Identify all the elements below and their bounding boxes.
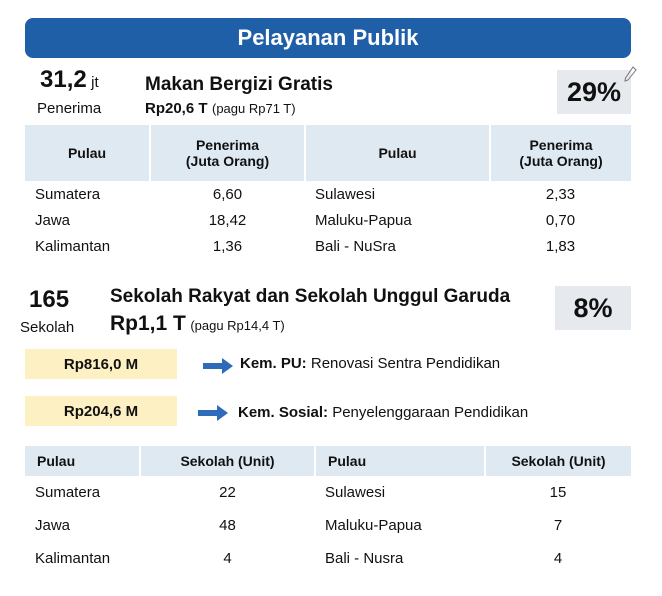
table-row [25, 181, 631, 207]
mbg-amount: Rp20,6 T [145, 100, 208, 117]
mbg-percent: 29% [566, 76, 622, 107]
column-header: Penerima (Juta Orang) [490, 125, 631, 181]
school-count-value: 165 [29, 286, 70, 313]
column-header: Sekolah (Unit) [485, 446, 631, 476]
allocation-amount-box [25, 349, 177, 379]
table-row [25, 476, 631, 509]
sekolah-percent-badge [555, 286, 631, 330]
mbg-percent-badge [557, 70, 631, 114]
value-cell: 15 [549, 484, 567, 501]
value-cell: 0,70 [545, 211, 576, 229]
table-row [25, 233, 631, 259]
arrow-right-icon [203, 358, 233, 374]
sekolah-title: Sekolah Rakyat dan Sekolah Unggul Garuda [110, 286, 511, 307]
value-cell: 6,60 [212, 185, 243, 203]
sekolah-percent: 8% [573, 292, 613, 323]
island-cell: Bali - Nusra [325, 550, 404, 567]
value-cell: 7 [553, 517, 563, 534]
island-cell: Sumatera [35, 185, 101, 203]
column-header: Pulau [315, 446, 485, 476]
allocation-description [238, 404, 528, 421]
value-cell: 4 [223, 550, 232, 567]
allocation-amount: Rp816,0 M [63, 355, 139, 373]
value-cell: 1,83 [545, 237, 576, 255]
island-cell: Sulawesi [325, 484, 386, 501]
island-cell: Bali - NuSra [315, 237, 396, 255]
island-cell: Sulawesi [315, 185, 376, 203]
column-header: Penerima (Juta Orang) [150, 125, 305, 181]
section-title: Pelayanan Publik [237, 25, 419, 50]
island-cell: Kalimantan [35, 237, 111, 255]
table-row [25, 509, 631, 542]
column-header: Pulau [25, 446, 140, 476]
island-cell: Sumatera [35, 484, 101, 501]
island-cell: Maluku-Papua [325, 517, 422, 534]
pencil-icon [623, 66, 637, 84]
value-cell: 48 [219, 517, 236, 534]
island-cell: Maluku-Papua [315, 211, 412, 229]
section-title-bar [25, 18, 631, 58]
sekolah-budget [110, 312, 285, 336]
allocation-purpose: Penyelenggaraan Pendidikan [328, 404, 529, 421]
value-cell: 18,42 [208, 211, 247, 229]
mbg-budget [145, 100, 296, 118]
allocation-purpose: Renovasi Sentra Pendidikan [306, 355, 501, 372]
table-header-row [25, 125, 631, 181]
island-cell: Jawa [35, 517, 71, 534]
allocation-amount: Rp204,6 M [63, 402, 139, 420]
recipients-value: 31,2 [40, 66, 87, 93]
value-cell: 4 [553, 550, 563, 567]
value-cell: 2,33 [545, 185, 576, 203]
sekolah-amount: Rp1,1 T [110, 312, 186, 335]
school-count-label: Sekolah [20, 319, 75, 336]
table-header-row [25, 446, 631, 476]
column-header: Sekolah (Unit) [140, 446, 315, 476]
mbg-recipients-table [25, 125, 631, 259]
island-cell: Jawa [35, 211, 71, 229]
island-cell: Kalimantan [35, 550, 111, 567]
table-row [25, 207, 631, 233]
recipients-label: Penerima [37, 100, 102, 117]
recipients-unit: jt [91, 74, 99, 91]
mbg-pagu: (pagu Rp71 T) [211, 101, 296, 116]
value-cell: 1,36 [212, 237, 243, 255]
recipients-stat [40, 66, 99, 94]
allocation-amount-box [25, 396, 177, 426]
school-units-table [25, 446, 631, 575]
allocation-description [240, 355, 500, 372]
mbg-title: Makan Bergizi Gratis [145, 74, 333, 95]
ministry-name: Kem. Sosial: [238, 404, 329, 421]
column-header: Pulau [305, 125, 490, 181]
arrow-right-icon [198, 405, 228, 421]
value-cell: 22 [219, 484, 236, 501]
table-row [25, 542, 631, 575]
sekolah-pagu: (pagu Rp14,4 T) [190, 318, 285, 333]
column-header: Pulau [25, 125, 150, 181]
ministry-name: Kem. PU: [240, 355, 307, 372]
